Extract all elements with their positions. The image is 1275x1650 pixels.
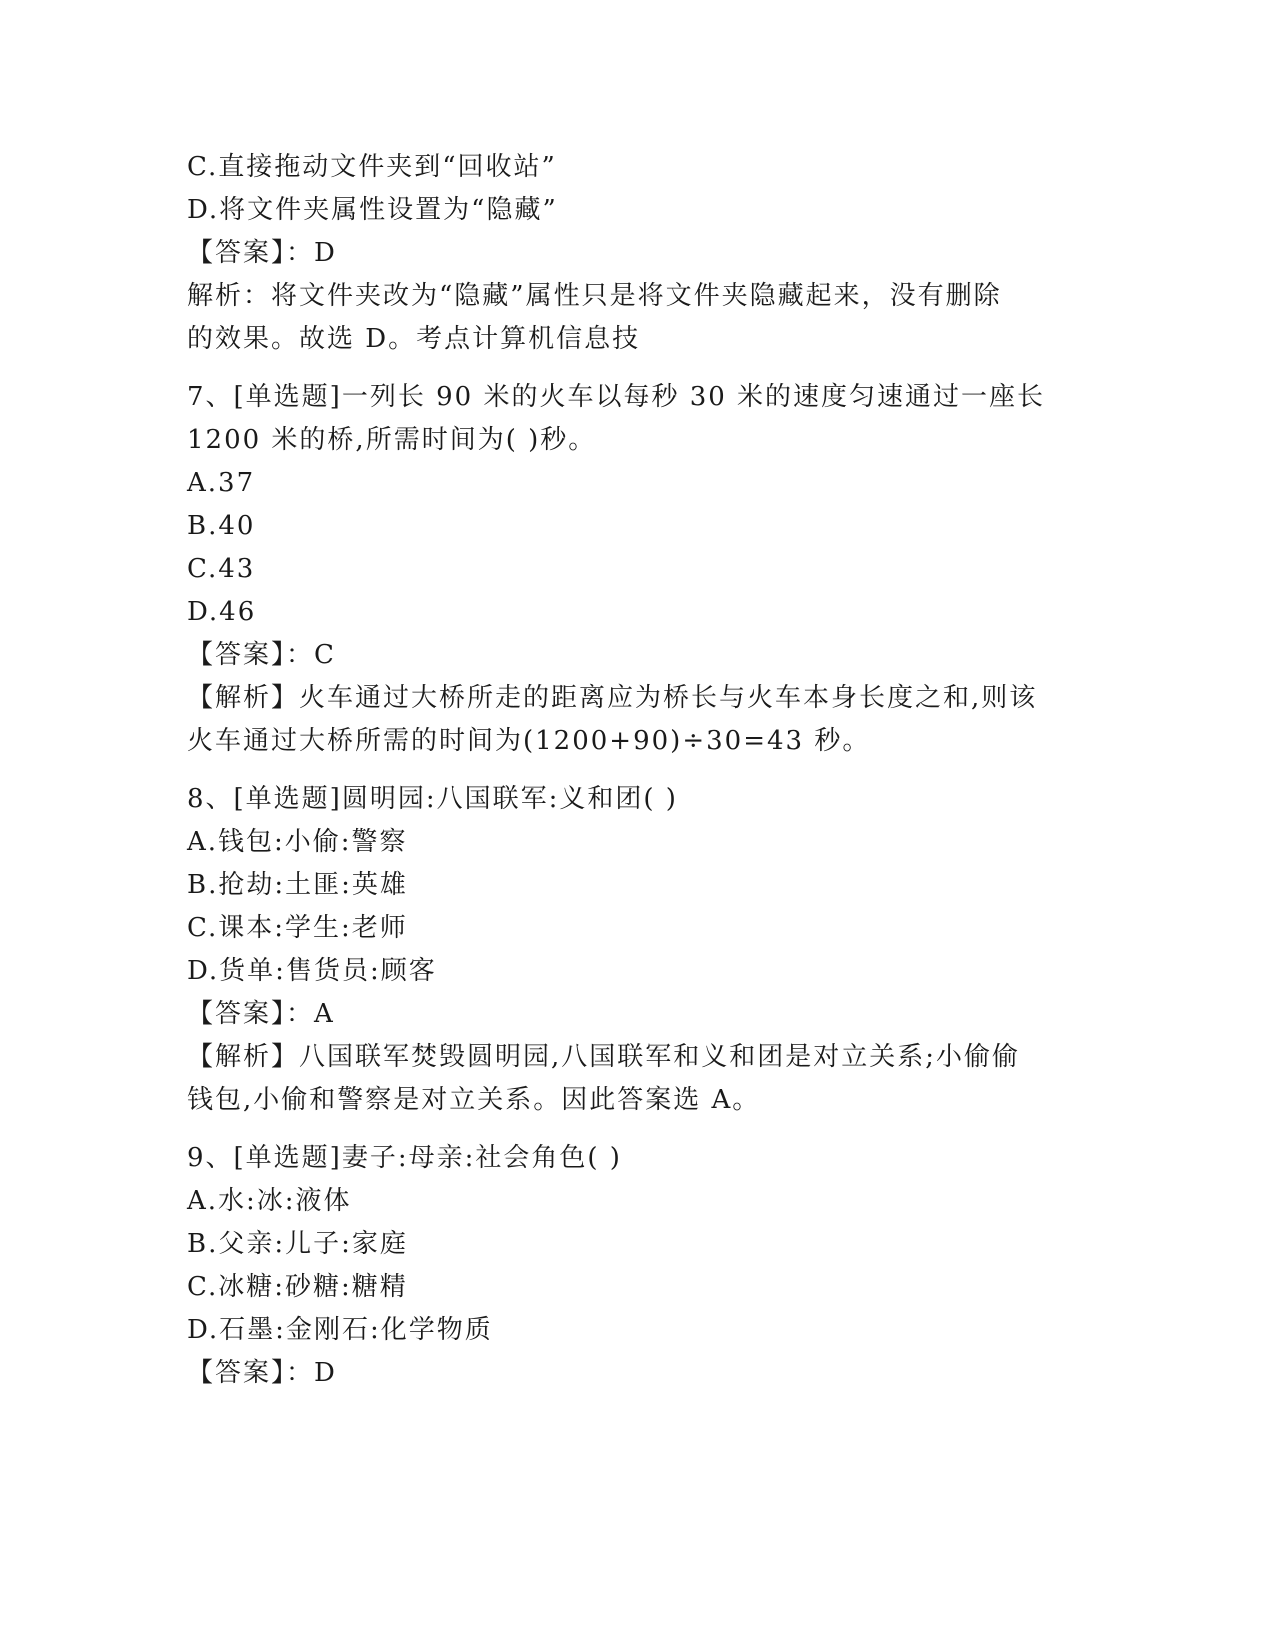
q7-option-b: B.40 [187, 511, 256, 541]
q7-answer: 【答案】：C [187, 640, 336, 670]
question-6-block [187, 146, 1087, 361]
q8-analysis-line-2: 钱包,小偷和警察是对立关系。因此答案选 A。 [187, 1085, 761, 1115]
q9-question: 9、[单选题]妻子:母亲:社会角色( ) [187, 1143, 622, 1173]
spacer [187, 361, 1087, 376]
q9-answer: 【答案】：D [187, 1358, 337, 1388]
q6-analysis-line-2: 的效果。故选 D。考点计算机信息技 [187, 324, 641, 354]
q6-option-c: C.直接拖动文件夹到“回收站” [187, 152, 557, 182]
q7-analysis-line-1: 【解析】火车通过大桥所走的距离应为桥长与火车本身长度之和,则该 [187, 683, 1038, 713]
q9-option-c: C.冰糖:砂糖:糖精 [187, 1272, 408, 1302]
question-8-block [187, 778, 1087, 1122]
q8-option-a: A.钱包:小偷:警察 [187, 827, 408, 857]
q8-question: 8、[单选题]圆明园:八国联军:义和团( ) [187, 784, 678, 814]
q8-option-c: C.课本:学生:老师 [187, 913, 408, 943]
q6-option-d: D.将文件夹属性设置为“隐藏” [187, 195, 558, 225]
q8-option-d: D.货单:售货员:顾客 [187, 956, 437, 986]
q9-option-a: A.水:冰:液体 [187, 1186, 352, 1216]
spacer [187, 763, 1087, 778]
spacer [187, 1122, 1087, 1137]
q7-analysis-line-2: 火车通过大桥所需的时间为(1200+90)÷30=43 秒。 [187, 726, 871, 756]
q8-analysis-line-1: 【解析】八国联军焚毁圆明园,八国联军和义和团是对立关系;小偷偷 [187, 1042, 1021, 1072]
q7-option-a: A.37 [187, 468, 256, 498]
question-7-block [187, 376, 1087, 763]
q7-question-line-2: 1200 米的桥,所需时间为( )秒。 [187, 425, 597, 455]
q9-option-d: D.石墨:金刚石:化学物质 [187, 1315, 493, 1345]
q6-analysis-line-1: 解析：将文件夹改为“隐藏”属性只是将文件夹隐藏起来，没有删除 [187, 281, 1002, 311]
q6-answer: 【答案】：D [187, 238, 337, 268]
q7-option-c: C.43 [187, 554, 256, 584]
q8-answer: 【答案】：A [187, 999, 335, 1029]
document-page [187, 146, 1087, 1395]
q7-option-d: D.46 [187, 597, 257, 627]
q9-option-b: B.父亲:儿子:家庭 [187, 1229, 408, 1259]
q8-option-b: B.抢劫:土匪:英雄 [187, 870, 408, 900]
q7-question-line-1: 7、[单选题]一列长 90 米的火车以每秒 30 米的速度匀速通过一座长 [187, 382, 1046, 412]
question-9-block [187, 1137, 1087, 1395]
